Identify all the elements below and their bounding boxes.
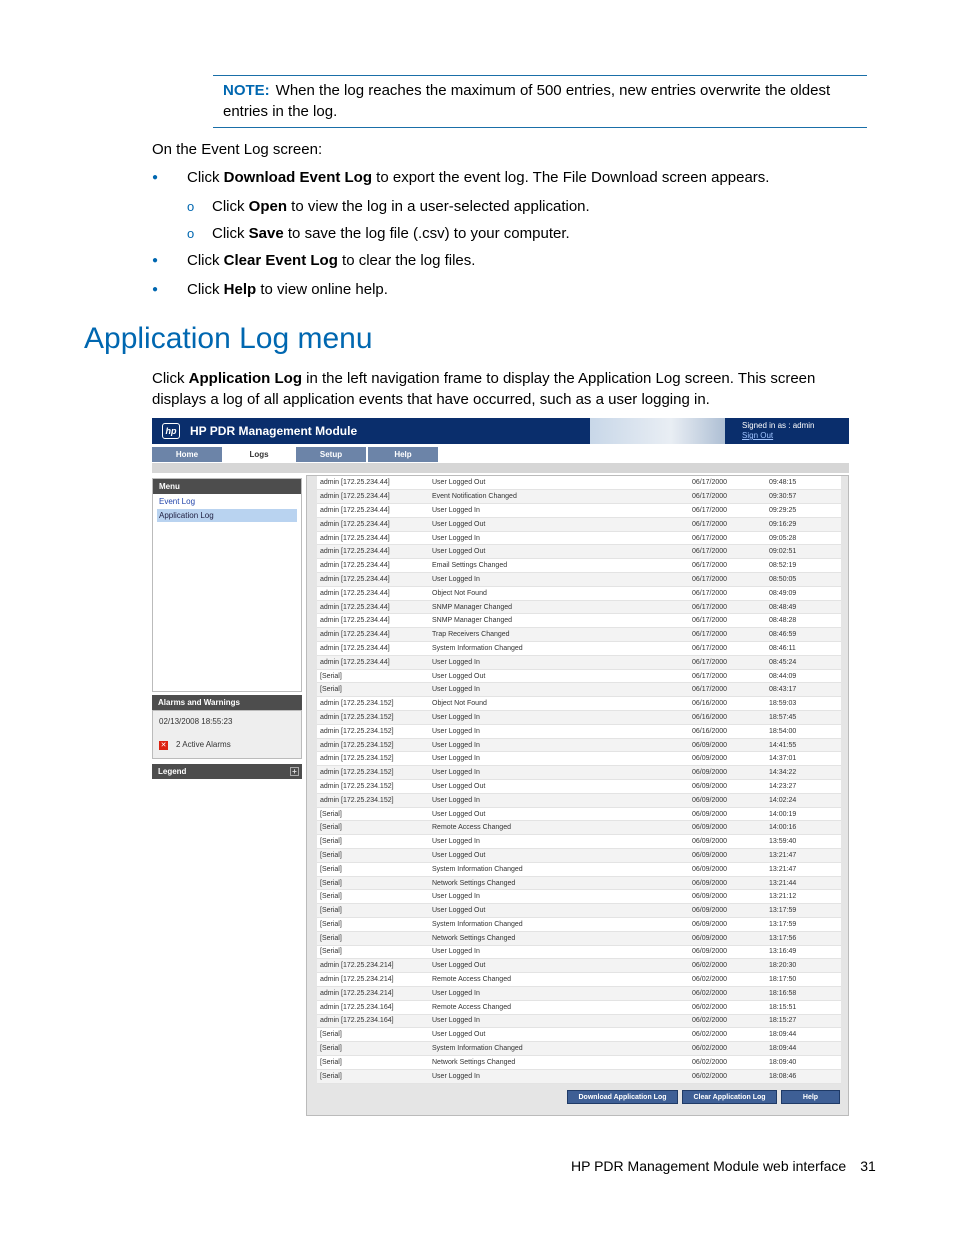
log-date: 06/17/2000 — [689, 669, 766, 683]
clear-application-log-button[interactable]: Clear Application Log — [682, 1090, 777, 1104]
log-event: System Information Changed — [429, 918, 689, 932]
log-event: User Logged In — [429, 835, 689, 849]
log-user: admin [172.25.234.214] — [317, 986, 429, 1000]
log-event: System Information Changed — [429, 642, 689, 656]
log-date: 06/09/2000 — [689, 793, 766, 807]
table-row — [317, 1028, 841, 1042]
log-time: 13:21:47 — [766, 862, 841, 876]
log-user: admin [172.25.234.44] — [317, 517, 429, 531]
log-event: User Logged In — [429, 752, 689, 766]
log-date: 06/17/2000 — [689, 628, 766, 642]
log-pane — [306, 475, 849, 1116]
log-user: [Serial] — [317, 807, 429, 821]
table-row — [317, 490, 841, 504]
log-time: 18:15:27 — [766, 1014, 841, 1028]
log-user: [Serial] — [317, 1055, 429, 1069]
log-date: 06/17/2000 — [689, 531, 766, 545]
log-user: admin [172.25.234.44] — [317, 628, 429, 642]
tab-bar — [152, 447, 849, 463]
log-event: User Logged In — [429, 945, 689, 959]
bullet-text: Click — [187, 252, 224, 269]
log-user: [Serial] — [317, 931, 429, 945]
log-event: User Logged In — [429, 531, 689, 545]
log-user: admin [172.25.234.152] — [317, 697, 429, 711]
log-date: 06/09/2000 — [689, 945, 766, 959]
log-event: Trap Receivers Changed — [429, 628, 689, 642]
log-user: [Serial] — [317, 669, 429, 683]
log-date: 06/09/2000 — [689, 876, 766, 890]
log-date: 06/17/2000 — [689, 642, 766, 656]
table-row — [317, 586, 841, 600]
log-event: User Logged Out — [429, 807, 689, 821]
log-date: 06/02/2000 — [689, 959, 766, 973]
application-log-screenshot — [152, 418, 849, 1116]
log-event: User Logged In — [429, 793, 689, 807]
bullet-text: to save the log file (.csv) to your computer. — [283, 225, 570, 242]
log-time: 14:00:19 — [766, 807, 841, 821]
log-user: [Serial] — [317, 862, 429, 876]
bullet-text: Click — [187, 169, 224, 186]
log-event: User Logged In — [429, 573, 689, 587]
log-event: System Information Changed — [429, 862, 689, 876]
log-date: 06/09/2000 — [689, 807, 766, 821]
table-row — [317, 904, 841, 918]
log-date: 06/09/2000 — [689, 862, 766, 876]
log-time: 09:48:15 — [766, 476, 841, 490]
log-event: User Logged Out — [429, 904, 689, 918]
bullet-help — [152, 279, 872, 308]
log-date: 06/02/2000 — [689, 1069, 766, 1083]
log-date: 06/17/2000 — [689, 504, 766, 518]
tab-help[interactable]: Help — [368, 447, 438, 462]
log-date: 06/09/2000 — [689, 835, 766, 849]
log-date: 06/02/2000 — [689, 1042, 766, 1056]
table-row — [317, 531, 841, 545]
log-event: User Logged In — [429, 724, 689, 738]
table-row — [317, 614, 841, 628]
log-user: admin [172.25.234.152] — [317, 724, 429, 738]
log-date: 06/16/2000 — [689, 724, 766, 738]
log-user: [Serial] — [317, 1069, 429, 1083]
log-date: 06/17/2000 — [689, 573, 766, 587]
log-time: 14:23:27 — [766, 780, 841, 794]
banner-image — [590, 418, 725, 444]
log-event: User Logged In — [429, 1014, 689, 1028]
log-event: Network Settings Changed — [429, 931, 689, 945]
table-row — [317, 573, 841, 587]
log-date: 06/17/2000 — [689, 614, 766, 628]
log-time: 18:09:40 — [766, 1055, 841, 1069]
table-row — [317, 862, 841, 876]
log-time: 09:29:25 — [766, 504, 841, 518]
table-row — [317, 945, 841, 959]
bullet-bold: Help — [223, 281, 257, 298]
table-row — [317, 1014, 841, 1028]
log-date: 06/02/2000 — [689, 1028, 766, 1042]
log-time: 13:17:59 — [766, 904, 841, 918]
log-user: admin [172.25.234.44] — [317, 600, 429, 614]
table-row — [317, 835, 841, 849]
log-event: User Logged In — [429, 683, 689, 697]
close-icon: ✕ — [160, 742, 167, 749]
table-row — [317, 1055, 841, 1069]
log-time: 18:17:50 — [766, 973, 841, 987]
log-time: 13:17:56 — [766, 931, 841, 945]
tab-logs[interactable]: Logs — [224, 447, 294, 462]
log-event: SNMP Manager Changed — [429, 614, 689, 628]
log-user: admin [172.25.234.44] — [317, 504, 429, 518]
log-time: 13:16:49 — [766, 945, 841, 959]
subbullet-open — [152, 196, 872, 223]
bullet-text: to view online help. — [256, 281, 388, 298]
table-row — [317, 476, 841, 490]
table-row — [317, 1042, 841, 1056]
legend-label: Legend — [158, 767, 187, 776]
log-event: Remote Access Changed — [429, 821, 689, 835]
table-row — [317, 986, 841, 1000]
log-user: admin [172.25.234.44] — [317, 655, 429, 669]
log-event: Network Settings Changed — [429, 1055, 689, 1069]
tab-setup[interactable]: Setup — [296, 447, 366, 462]
footer-title: HP PDR Management Module web interface — [571, 1158, 847, 1174]
log-date: 06/02/2000 — [689, 1055, 766, 1069]
expand-icon[interactable]: + — [290, 767, 299, 776]
log-event: User Logged In — [429, 766, 689, 780]
log-time: 13:21:44 — [766, 876, 841, 890]
table-row — [317, 780, 841, 794]
log-event: Email Settings Changed — [429, 559, 689, 573]
log-date: 06/09/2000 — [689, 752, 766, 766]
table-row — [317, 931, 841, 945]
table-row — [317, 766, 841, 780]
para-text: in the left navigation frame to display the Application Log screen. This screen displays a log of all application events that have occurred, such as a user logging in. — [152, 370, 816, 408]
bullet-bold: Save — [248, 225, 284, 242]
log-event: User Logged Out — [429, 1028, 689, 1042]
log-date: 06/02/2000 — [689, 973, 766, 987]
log-event: User Logged In — [429, 711, 689, 725]
menu-panel — [152, 478, 302, 692]
log-time: 18:16:58 — [766, 986, 841, 1000]
log-user: [Serial] — [317, 904, 429, 918]
log-event: User Logged In — [429, 986, 689, 1000]
log-event: User Logged In — [429, 504, 689, 518]
log-user: admin [172.25.234.44] — [317, 642, 429, 656]
log-time: 08:45:24 — [766, 655, 841, 669]
page-footer — [571, 1158, 876, 1174]
table-row — [317, 807, 841, 821]
log-event: User Logged In — [429, 738, 689, 752]
log-user: admin [172.25.234.44] — [317, 573, 429, 587]
log-time: 08:46:59 — [766, 628, 841, 642]
circle-bullet-icon: o — [187, 226, 195, 241]
note-box — [213, 75, 867, 128]
application-log-table — [317, 476, 841, 1084]
log-event: Object Not Found — [429, 697, 689, 711]
bullet-clear-event-log — [152, 250, 872, 279]
log-time: 08:44:09 — [766, 669, 841, 683]
log-time: 14:00:16 — [766, 821, 841, 835]
log-user: [Serial] — [317, 890, 429, 904]
signed-in-label: Signed in as : admin — [742, 421, 815, 430]
log-user: admin [172.25.234.44] — [317, 490, 429, 504]
bullet-bold: Clear Event Log — [223, 252, 338, 269]
table-row — [317, 1069, 841, 1083]
log-user: admin [172.25.234.44] — [317, 586, 429, 600]
log-event: User Logged In — [429, 1069, 689, 1083]
log-date: 06/02/2000 — [689, 1014, 766, 1028]
subbullet-save — [152, 223, 872, 250]
log-date: 06/09/2000 — [689, 931, 766, 945]
sign-out-link[interactable]: Sign Out — [742, 431, 774, 440]
log-time: 08:48:49 — [766, 600, 841, 614]
log-event: User Logged Out — [429, 780, 689, 794]
table-row — [317, 600, 841, 614]
tab-underline — [152, 463, 849, 473]
alarms-header: Alarms and Warnings — [152, 695, 302, 710]
bullet-text: Click — [212, 225, 249, 242]
log-time: 18:59:03 — [766, 697, 841, 711]
bullet-text: to export the event log. The File Download screen appears. — [372, 169, 770, 186]
table-row — [317, 821, 841, 835]
bullet-text: to view the log in a user-selected application. — [287, 198, 590, 215]
log-date: 06/17/2000 — [689, 655, 766, 669]
table-row — [317, 738, 841, 752]
log-date: 06/09/2000 — [689, 904, 766, 918]
log-event: Remote Access Changed — [429, 973, 689, 987]
log-date: 06/17/2000 — [689, 490, 766, 504]
table-row — [317, 669, 841, 683]
table-row — [317, 876, 841, 890]
log-time: 18:57:45 — [766, 711, 841, 725]
table-row — [317, 918, 841, 932]
alarms-panel — [152, 710, 302, 759]
log-date: 06/09/2000 — [689, 780, 766, 794]
log-user: [Serial] — [317, 849, 429, 863]
log-date: 06/16/2000 — [689, 697, 766, 711]
log-time: 18:08:46 — [766, 1069, 841, 1083]
log-date: 06/17/2000 — [689, 586, 766, 600]
log-date: 06/09/2000 — [689, 890, 766, 904]
log-date: 06/09/2000 — [689, 821, 766, 835]
note-text: When the log reaches the maximum of 500 entries, new entries overwrite the oldest entries in the log. — [223, 82, 831, 120]
log-event: User Logged Out — [429, 669, 689, 683]
app-title: HP PDR Management Module — [190, 424, 358, 438]
alarm-time: 02/13/2008 18:55:23 — [159, 717, 233, 726]
help-button[interactable]: Help — [781, 1090, 840, 1104]
log-date: 06/09/2000 — [689, 766, 766, 780]
intro-text: On the Event Log screen: — [152, 141, 323, 158]
log-date: 06/17/2000 — [689, 683, 766, 697]
log-user: [Serial] — [317, 1042, 429, 1056]
log-event: SNMP Manager Changed — [429, 600, 689, 614]
log-date: 06/17/2000 — [689, 545, 766, 559]
download-application-log-button[interactable]: Download Application Log — [567, 1090, 678, 1104]
log-event: User Logged Out — [429, 476, 689, 490]
para-text: Click — [152, 370, 189, 387]
table-row — [317, 655, 841, 669]
log-event: User Logged Out — [429, 517, 689, 531]
log-date: 06/17/2000 — [689, 476, 766, 490]
log-user: admin [172.25.234.44] — [317, 545, 429, 559]
log-time: 09:16:29 — [766, 517, 841, 531]
log-event: Network Settings Changed — [429, 876, 689, 890]
bullet-text: Click — [212, 198, 249, 215]
log-event: System Information Changed — [429, 1042, 689, 1056]
log-date: 06/02/2000 — [689, 1000, 766, 1014]
log-user: [Serial] — [317, 918, 429, 932]
alarm-text: 2 Active Alarms — [176, 740, 231, 749]
log-date: 06/17/2000 — [689, 517, 766, 531]
bullet-bold: Open — [248, 198, 288, 215]
log-event: User Logged Out — [429, 959, 689, 973]
log-time: 18:20:30 — [766, 959, 841, 973]
log-user: [Serial] — [317, 945, 429, 959]
log-time: 09:05:28 — [766, 531, 841, 545]
bullet-bold: Download Event Log — [223, 169, 373, 186]
log-user: admin [172.25.234.44] — [317, 559, 429, 573]
log-time: 13:59:40 — [766, 835, 841, 849]
log-event: Event Notification Changed — [429, 490, 689, 504]
log-date: 06/09/2000 — [689, 849, 766, 863]
log-date: 06/16/2000 — [689, 711, 766, 725]
log-user: admin [172.25.234.152] — [317, 711, 429, 725]
log-time: 08:52:19 — [766, 559, 841, 573]
legend-header[interactable] — [152, 764, 302, 779]
table-row — [317, 793, 841, 807]
log-event: User Logged In — [429, 890, 689, 904]
table-row — [317, 959, 841, 973]
app-banner — [152, 418, 849, 444]
log-user: admin [172.25.234.44] — [317, 531, 429, 545]
table-row — [317, 628, 841, 642]
log-event: Object Not Found — [429, 586, 689, 600]
page-number: 31 — [860, 1158, 876, 1174]
log-user: admin [172.25.234.152] — [317, 738, 429, 752]
circle-bullet-icon: o — [187, 199, 195, 214]
table-row — [317, 752, 841, 766]
note-label: NOTE: — [223, 82, 270, 99]
log-time: 08:49:09 — [766, 586, 841, 600]
log-event: Remote Access Changed — [429, 1000, 689, 1014]
log-date: 06/09/2000 — [689, 918, 766, 932]
instruction-list — [152, 167, 872, 308]
section-paragraph — [152, 368, 852, 410]
log-time: 13:17:59 — [766, 918, 841, 932]
log-user: admin [172.25.234.152] — [317, 793, 429, 807]
bullet-text: Click — [187, 281, 224, 298]
hp-logo: hp — [162, 423, 180, 439]
table-row — [317, 517, 841, 531]
log-user: admin [172.25.234.214] — [317, 973, 429, 987]
log-user: [Serial] — [317, 683, 429, 697]
log-time: 08:43:17 — [766, 683, 841, 697]
log-user: [Serial] — [317, 876, 429, 890]
log-user: admin [172.25.234.152] — [317, 766, 429, 780]
log-time: 08:50:05 — [766, 573, 841, 587]
table-row — [317, 849, 841, 863]
alarm-row[interactable] — [153, 726, 301, 750]
log-time: 08:46:11 — [766, 642, 841, 656]
log-time: 13:21:47 — [766, 849, 841, 863]
table-row — [317, 683, 841, 697]
menu-item-application-log[interactable]: Application Log — [157, 509, 297, 522]
log-date: 06/02/2000 — [689, 986, 766, 1000]
table-row — [317, 642, 841, 656]
log-time: 18:09:44 — [766, 1042, 841, 1056]
menu-item-event-log[interactable]: Event Log — [159, 497, 196, 506]
log-time: 14:02:24 — [766, 793, 841, 807]
table-row — [317, 697, 841, 711]
log-time: 09:30:57 — [766, 490, 841, 504]
log-user: admin [172.25.234.214] — [317, 959, 429, 973]
table-row — [317, 724, 841, 738]
log-user: admin [172.25.234.164] — [317, 1014, 429, 1028]
log-time: 18:15:51 — [766, 1000, 841, 1014]
log-user: admin [172.25.234.44] — [317, 476, 429, 490]
section-heading: Application Log menu — [84, 322, 373, 355]
para-bold: Application Log — [188, 370, 302, 387]
table-row — [317, 890, 841, 904]
log-time: 14:37:01 — [766, 752, 841, 766]
log-date: 06/09/2000 — [689, 738, 766, 752]
log-time: 13:21:12 — [766, 890, 841, 904]
log-event: User Logged Out — [429, 545, 689, 559]
log-user: admin [172.25.234.164] — [317, 1000, 429, 1014]
bullet-download-event-log — [152, 167, 872, 196]
log-user: admin [172.25.234.44] — [317, 614, 429, 628]
menu-header: Menu — [153, 479, 301, 494]
table-row — [317, 559, 841, 573]
log-user: [Serial] — [317, 821, 429, 835]
log-time: 14:41:55 — [766, 738, 841, 752]
tab-home[interactable]: Home — [152, 447, 222, 462]
table-row — [317, 545, 841, 559]
log-date: 06/17/2000 — [689, 559, 766, 573]
table-row — [317, 973, 841, 987]
log-user: [Serial] — [317, 835, 429, 849]
log-time: 18:09:44 — [766, 1028, 841, 1042]
log-event: User Logged In — [429, 655, 689, 669]
log-user: admin [172.25.234.152] — [317, 752, 429, 766]
log-event: User Logged Out — [429, 849, 689, 863]
log-time: 08:48:28 — [766, 614, 841, 628]
log-date: 06/17/2000 — [689, 600, 766, 614]
log-user: admin [172.25.234.152] — [317, 780, 429, 794]
log-user: [Serial] — [317, 1028, 429, 1042]
log-time: 09:02:51 — [766, 545, 841, 559]
log-time: 14:34:22 — [766, 766, 841, 780]
table-row — [317, 1000, 841, 1014]
table-row — [317, 504, 841, 518]
table-row — [317, 711, 841, 725]
log-time: 18:54:00 — [766, 724, 841, 738]
bullet-text: to clear the log files. — [337, 252, 476, 269]
